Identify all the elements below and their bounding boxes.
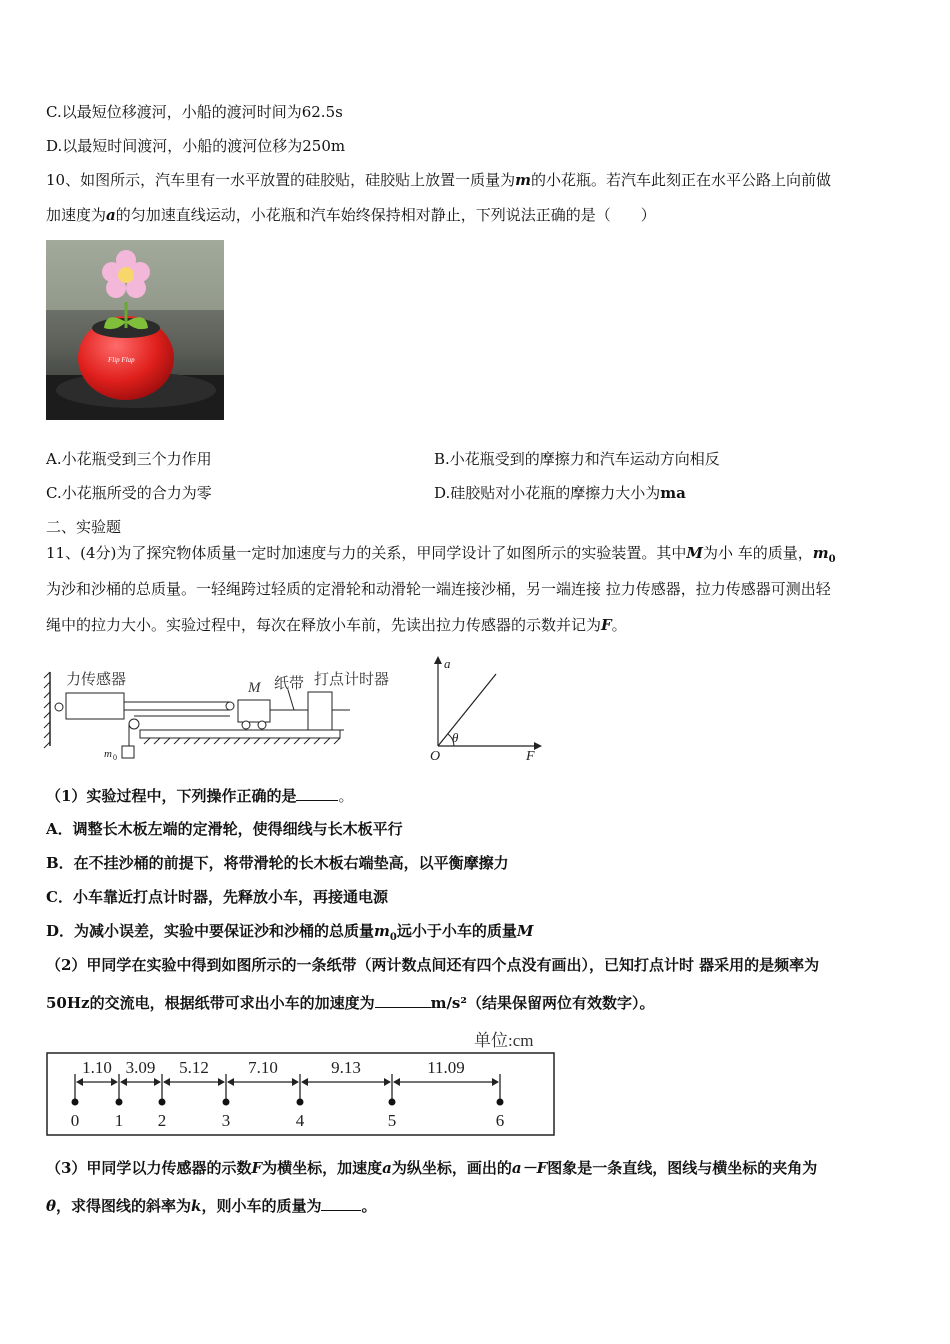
q10-option-c: C.小花瓶所受的合力为零: [46, 484, 212, 502]
q11-stem-line3: 绳中的拉力大小。实验过程中，每次在释放小车前，先读出拉力传感器的示数并记为F。: [46, 616, 627, 634]
tape-point-dot: [223, 1099, 230, 1106]
q10-stem-line1: 10、如图所示，汽车里有一水平放置的硅胶贴，硅胶贴上放置一质量为m的小花瓶。若汽车此刻正在水平公路上向前做: [46, 171, 831, 189]
tape-segment-label: 5.12: [179, 1058, 209, 1077]
tape-segment-label: 3.09: [125, 1058, 156, 1077]
tape-point-dot: [297, 1099, 304, 1106]
q11-stem-line2: 为沙和沙桶的总质量。一轻绳跨过轻质的定滑轮和动滑轮一端连接沙桶，另一端连接 拉力传感器，拉力传感器可测出轻: [46, 580, 831, 598]
tape-unit-label: 单位:cm: [474, 1031, 534, 1050]
q11-part2-line1: （2）甲同学在实验中得到如图所示的一条纸带（两计数点间还有四个点没有画出），已知打点计时 器采用的是频率为: [46, 956, 820, 974]
tape-segment-label: 11.09: [427, 1058, 465, 1077]
paper-tape-label: 纸带: [274, 676, 305, 692]
m0-label: m: [104, 748, 112, 760]
photo-brand-text: Flip Flap: [108, 356, 135, 364]
tape-segment-label: 9.13: [331, 1058, 361, 1077]
graph-origin-label: O: [430, 749, 441, 764]
paper-tape-diagram: [46, 1052, 556, 1138]
q11-part3-line1: （3）甲同学以力传感器的示数F为横坐标，加速度a为纵坐标，画出的a－F图象是一条直线，图线与横坐标的夹角为: [46, 1159, 818, 1177]
a-f-graph: [424, 654, 548, 766]
q10-stem-line2: 加速度为a的匀加速直线运动，小花瓶和汽车始终保持相对静止，下列说法正确的是（ ）: [46, 206, 656, 224]
apparatus-diagram: [44, 662, 390, 770]
q9-option-c: C.以最短位移渡河，小船的渡河时间为62.5s: [46, 103, 343, 121]
sensor-label: 力传感器: [66, 672, 127, 688]
tape-point-label: 0: [70, 1111, 80, 1130]
tape-point-label: 6: [495, 1111, 505, 1130]
answer-blank-1: [296, 786, 338, 801]
section-title: 二、实验题: [46, 518, 122, 536]
flower-pot-photo: [46, 240, 224, 420]
q10-options-row1: [46, 448, 910, 470]
tape-point-label: 3: [221, 1111, 231, 1130]
tape-point-label: 5: [387, 1111, 397, 1130]
graph-theta-label: θ: [452, 730, 459, 745]
tape-point-dot: [497, 1099, 504, 1106]
q11-part2-line2: 50Hz的交流电，根据纸带可求出小车的加速度为 m/s²（结果保留两位有效数字）。: [46, 994, 655, 1012]
tape-point-label: 4: [295, 1111, 305, 1130]
q10-option-b: B.小花瓶受到的摩擦力和汽车运动方向相反: [434, 450, 720, 468]
q10-option-a: A.小花瓶受到三个力作用: [46, 450, 212, 468]
q11-part1: （1）实验过程中，下列操作正确的是 。: [46, 787, 354, 805]
answer-blank-3: [321, 1196, 361, 1211]
tape-point-label: 2: [157, 1111, 167, 1130]
graph-a-label: a: [444, 656, 451, 671]
q11-option-b: B．在不挂沙桶的前提下，将带滑轮的长木板右端垫高，以平衡摩擦力: [46, 854, 509, 872]
graph-f-label: F: [526, 749, 535, 764]
q11-option-a: A．调整长木板左端的定滑轮，使得细线与长木板平行: [46, 820, 403, 838]
tape-point-dot: [72, 1099, 79, 1106]
tape-segment-label: 1.10: [82, 1058, 112, 1077]
tape-point-label: 1: [114, 1111, 124, 1130]
answer-blank-2: [375, 993, 431, 1008]
m0-sub-label: 0: [113, 753, 117, 762]
cart-mass-label: M: [248, 680, 261, 696]
q10-options-row2: [46, 482, 910, 504]
q11-stem-line1: 11、(4分)为了探究物体质量一定时加速度与力的关系，甲同学设计了如图所示的实验装置。其中M为小 车的质量，$m_0$: [46, 544, 836, 565]
tape-point-dot: [116, 1099, 123, 1106]
tape-segment-label: 7.10: [248, 1058, 278, 1077]
timer-label: 打点计时器: [314, 672, 390, 688]
q9-option-d: D.以最短时间渡河，小船的渡河位移为250m: [46, 137, 346, 155]
q11-option-d: D．为减小误差，实验中要保证沙和沙桶的总质量$m_0$远小于小车的质量M: [46, 922, 534, 943]
q10-option-d: D.硅胶贴对小花瓶的摩擦力大小为ma: [434, 484, 686, 502]
tape-point-dot: [389, 1099, 396, 1106]
q11-part3-line2: θ，求得图线的斜率为k，则小车的质量为 。: [46, 1197, 377, 1215]
tape-point-dot: [159, 1099, 166, 1106]
q11-option-c: C．小车靠近打点计时器，先释放小车，再接通电源: [46, 888, 388, 906]
